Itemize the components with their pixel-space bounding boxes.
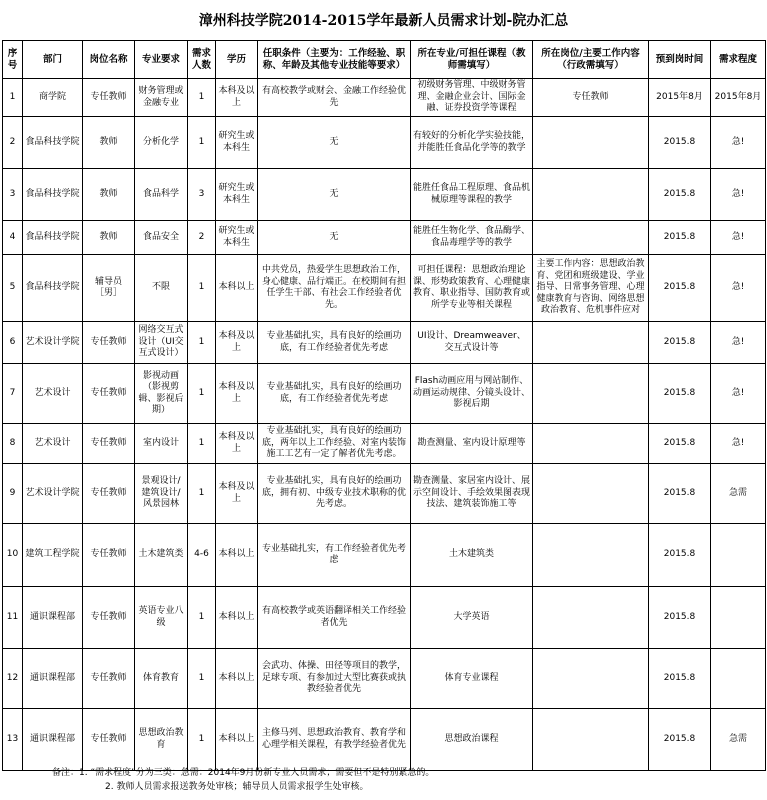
cell-seq: 4 <box>3 221 23 255</box>
cell-position: 专任教师 <box>83 709 135 771</box>
cell-urgency: 急! <box>711 169 766 221</box>
cell-courses: 能胜任生物化学、食品酶学、食品毒理学等的教学 <box>411 221 533 255</box>
header-urgency: 需求程度 <box>711 41 766 79</box>
cell-urgency <box>711 524 766 587</box>
cell-date: 2015.8 <box>649 464 711 524</box>
cell-count: 3 <box>188 169 216 221</box>
cell-dept: 艺术设计 <box>23 424 83 464</box>
cell-duties <box>533 587 649 649</box>
cell-seq: 9 <box>3 464 23 524</box>
table-row <box>3 117 766 169</box>
cell-education: 本科及以上 <box>216 79 258 117</box>
cell-education: 研究生或本科生 <box>216 169 258 221</box>
header-duties: 所在岗位/主要工作内容（行政需填写） <box>533 41 649 79</box>
cell-dept: 食品科技学院 <box>23 169 83 221</box>
cell-duties: 主要工作内容：思想政治教育、党团和班级建设、学业指导、日常事务管理、心理健康教育与咨询、网络思想政治教育、危机事件应对 <box>533 255 649 322</box>
cell-dept: 商学院 <box>23 79 83 117</box>
cell-duties: 专任教师 <box>533 79 649 117</box>
cell-duties <box>533 221 649 255</box>
cell-dept: 食品科技学院 <box>23 255 83 322</box>
cell-date: 2015.8 <box>649 524 711 587</box>
cell-count: 1 <box>188 364 216 424</box>
cell-courses: 能胜任食品工程原理、食品机械原理等课程的教学 <box>411 169 533 221</box>
table-row <box>3 255 766 322</box>
cell-conditions: 无 <box>258 117 411 169</box>
cell-count: 1 <box>188 649 216 709</box>
cell-courses: Flash动画应用与网站制作、动画运动规律、分镜头设计、影视后期 <box>411 364 533 424</box>
cell-date: 2015.8 <box>649 322 711 364</box>
cell-position: 辅导员［男］ <box>83 255 135 322</box>
cell-duties <box>533 364 649 424</box>
cell-count: 1 <box>188 587 216 649</box>
table-row <box>3 709 766 771</box>
cell-dept: 通识课程部 <box>23 587 83 649</box>
cell-courses: UI设计、Dreamweaver、交互式设计等 <box>411 322 533 364</box>
cell-education: 本科及以上 <box>216 424 258 464</box>
cell-courses: 体育专业课程 <box>411 649 533 709</box>
cell-count: 1 <box>188 79 216 117</box>
header-position: 岗位名称 <box>83 41 135 79</box>
cell-dept: 通识课程部 <box>23 649 83 709</box>
cell-seq: 2 <box>3 117 23 169</box>
cell-conditions: 专业基础扎实，具有良好的绘画功底，有工作经验者优先考虑 <box>258 322 411 364</box>
header-dept: 部门 <box>23 41 83 79</box>
cell-count: 4-6 <box>188 524 216 587</box>
cell-position: 专任教师 <box>83 79 135 117</box>
cell-count: 1 <box>188 117 216 169</box>
table-row <box>3 169 766 221</box>
cell-major: 食品科学 <box>135 169 188 221</box>
cell-major: 室内设计 <box>135 424 188 464</box>
cell-duties <box>533 649 649 709</box>
cell-conditions: 专业基础扎实，具有良好的绘画功底，两年以上工作经验、对室内装饰施工工艺有一定了解者优先考虑。 <box>258 424 411 464</box>
cell-urgency: 急! <box>711 424 766 464</box>
cell-major: 体育教育 <box>135 649 188 709</box>
cell-courses: 大学英语 <box>411 587 533 649</box>
table-row <box>3 322 766 364</box>
cell-dept: 通识课程部 <box>23 709 83 771</box>
cell-courses: 思想政治课程 <box>411 709 533 771</box>
cell-education: 研究生或本科生 <box>216 221 258 255</box>
cell-position: 专任教师 <box>83 364 135 424</box>
cell-duties <box>533 322 649 364</box>
table-row <box>3 79 766 117</box>
cell-count: 2 <box>188 221 216 255</box>
table-row <box>3 524 766 587</box>
cell-count: 1 <box>188 464 216 524</box>
cell-conditions: 中共党员，热爱学生思想政治工作，身心健康、品行端正。在校期间有担任学生干部、有社会工作经验者优先。 <box>258 255 411 322</box>
header-education: 学历 <box>216 41 258 79</box>
cell-conditions: 专业基础扎实，有工作经验者优先考虑 <box>258 524 411 587</box>
cell-major: 食品安全 <box>135 221 188 255</box>
cell-date: 2015.8 <box>649 169 711 221</box>
cell-courses: 勘查测量、室内设计原理等 <box>411 424 533 464</box>
cell-urgency: 急! <box>711 221 766 255</box>
cell-seq: 11 <box>3 587 23 649</box>
cell-courses: 初级财务管理、中级财务管理、金融企业会计、国际金融、证券投资学等课程 <box>411 79 533 117</box>
cell-count: 1 <box>188 255 216 322</box>
cell-major: 不限 <box>135 255 188 322</box>
cell-education: 本科以上 <box>216 709 258 771</box>
cell-major: 英语专业八级 <box>135 587 188 649</box>
cell-seq: 7 <box>3 364 23 424</box>
table-row <box>3 649 766 709</box>
cell-duties <box>533 709 649 771</box>
cell-dept: 食品科技学院 <box>23 221 83 255</box>
cell-duties <box>533 524 649 587</box>
table-row <box>3 424 766 464</box>
cell-urgency <box>711 649 766 709</box>
cell-position: 教师 <box>83 169 135 221</box>
cell-conditions: 有高校教学或英语翻译相关工作经验者优先 <box>258 587 411 649</box>
cell-urgency: 急! <box>711 322 766 364</box>
header-count: 需求人数 <box>188 41 216 79</box>
cell-education: 研究生或本科生 <box>216 117 258 169</box>
header-conditions: 任职条件（主要为：工作经验、职称、年龄及其他专业技能等要求） <box>258 41 411 79</box>
cell-seq: 3 <box>3 169 23 221</box>
cell-major: 网络交互式设计（UI交互式设计） <box>135 322 188 364</box>
cell-position: 专任教师 <box>83 464 135 524</box>
cell-urgency: 急! <box>711 364 766 424</box>
table-row <box>3 464 766 524</box>
cell-position: 教师 <box>83 221 135 255</box>
header-major: 专业要求 <box>135 41 188 79</box>
note-line-1: 备注：1. “需求程度”分为三类：急需：2014年9月份新专业人员需求；需要但不是特别紧急的。 <box>52 768 435 778</box>
cell-date: 2015.8 <box>649 424 711 464</box>
cell-dept: 食品科技学院 <box>23 117 83 169</box>
cell-major: 景观设计/建筑设计/风景园林 <box>135 464 188 524</box>
cell-dept: 艺术设计 <box>23 364 83 424</box>
cell-dept: 建筑工程学院 <box>23 524 83 587</box>
cell-urgency: 急! <box>711 117 766 169</box>
cell-courses: 可担任课程：思想政治理论课、形势政策教育、心理健康教育、职业指导、国防教育或所学专业等相关课程 <box>411 255 533 322</box>
cell-seq: 10 <box>3 524 23 587</box>
cell-date: 2015.8 <box>649 221 711 255</box>
cell-education: 本科以上 <box>216 587 258 649</box>
cell-date: 2015.8 <box>649 709 711 771</box>
cell-dept: 艺术设计学院 <box>23 322 83 364</box>
cell-conditions: 有高校教学或财会、金融工作经验优先 <box>258 79 411 117</box>
cell-dept: 艺术设计学院 <box>23 464 83 524</box>
cell-conditions: 无 <box>258 169 411 221</box>
cell-conditions: 专业基础扎实，具有良好的绘画功底，拥有初、中级专业技术职称的优先考虑。 <box>258 464 411 524</box>
cell-courses: 有较好的分析化学实验技能，并能胜任食品化学等的教学 <box>411 117 533 169</box>
cell-seq: 13 <box>3 709 23 771</box>
cell-major: 分析化学 <box>135 117 188 169</box>
cell-date: 2015年8月 <box>649 79 711 117</box>
cell-education: 本科及以上 <box>216 364 258 424</box>
cell-conditions: 专业基础扎实，具有良好的绘画功底，有工作经验者优先考虑 <box>258 364 411 424</box>
cell-date: 2015.8 <box>649 649 711 709</box>
cell-duties <box>533 117 649 169</box>
table-row <box>3 587 766 649</box>
cell-count: 1 <box>188 709 216 771</box>
notes <box>52 766 752 794</box>
cell-major: 影视动画（影视剪辑、影视后期） <box>135 364 188 424</box>
cell-urgency: 急需 <box>711 464 766 524</box>
cell-urgency <box>711 587 766 649</box>
cell-date: 2015.8 <box>649 364 711 424</box>
header-date: 预到岗时间 <box>649 41 711 79</box>
cell-count: 1 <box>188 424 216 464</box>
cell-seq: 12 <box>3 649 23 709</box>
table-body <box>3 79 766 771</box>
cell-date: 2015.8 <box>649 587 711 649</box>
cell-urgency: 急需 <box>711 709 766 771</box>
cell-position: 专任教师 <box>83 587 135 649</box>
cell-position: 专任教师 <box>83 649 135 709</box>
cell-duties <box>533 424 649 464</box>
cell-courses: 土木建筑类 <box>411 524 533 587</box>
cell-seq: 6 <box>3 322 23 364</box>
cell-duties <box>533 464 649 524</box>
cell-education: 本科以上 <box>216 524 258 587</box>
header-row <box>3 41 766 79</box>
cell-duties <box>533 169 649 221</box>
cell-seq: 8 <box>3 424 23 464</box>
page-title: 漳州科技学院2014-2015学年最新人员需求计划-院办汇总 <box>198 13 569 29</box>
cell-count: 1 <box>188 322 216 364</box>
cell-courses: 勘查测量、家居室内设计、展示空间设计、手绘效果图表现技法、建筑装饰施工等 <box>411 464 533 524</box>
note-line-2: 2. 教师人员需求报送教务处审核；辅导员人员需求报学生处审核。 <box>105 782 369 792</box>
cell-conditions: 会武功、体操、田径等项目的教学，足球专项、有参加过大型比赛获或执教经验者优先 <box>258 649 411 709</box>
cell-major: 思想政治教育 <box>135 709 188 771</box>
cell-date: 2015.8 <box>649 255 711 322</box>
cell-conditions: 主修马列、思想政治教育、教育学和心理学相关课程，有教学经验者优先 <box>258 709 411 771</box>
cell-education: 本科以上 <box>216 649 258 709</box>
table-row <box>3 364 766 424</box>
cell-date: 2015.8 <box>649 117 711 169</box>
cell-urgency: 急! <box>711 255 766 322</box>
header-courses: 所在专业/可担任课程（教师需填写） <box>411 41 533 79</box>
staffing-table <box>2 40 766 771</box>
cell-major: 土木建筑类 <box>135 524 188 587</box>
cell-seq: 5 <box>3 255 23 322</box>
cell-conditions: 无 <box>258 221 411 255</box>
cell-position: 教师 <box>83 117 135 169</box>
cell-education: 本科以上 <box>216 255 258 322</box>
cell-position: 专任教师 <box>83 322 135 364</box>
cell-seq: 1 <box>3 79 23 117</box>
cell-education: 本科及以上 <box>216 464 258 524</box>
cell-position: 专任教师 <box>83 424 135 464</box>
table-row <box>3 221 766 255</box>
cell-position: 专任教师 <box>83 524 135 587</box>
cell-major: 财务管理或金融专业 <box>135 79 188 117</box>
header-seq: 序号 <box>3 41 23 79</box>
cell-education: 本科及以上 <box>216 322 258 364</box>
cell-urgency: 2015年8月 <box>711 79 766 117</box>
